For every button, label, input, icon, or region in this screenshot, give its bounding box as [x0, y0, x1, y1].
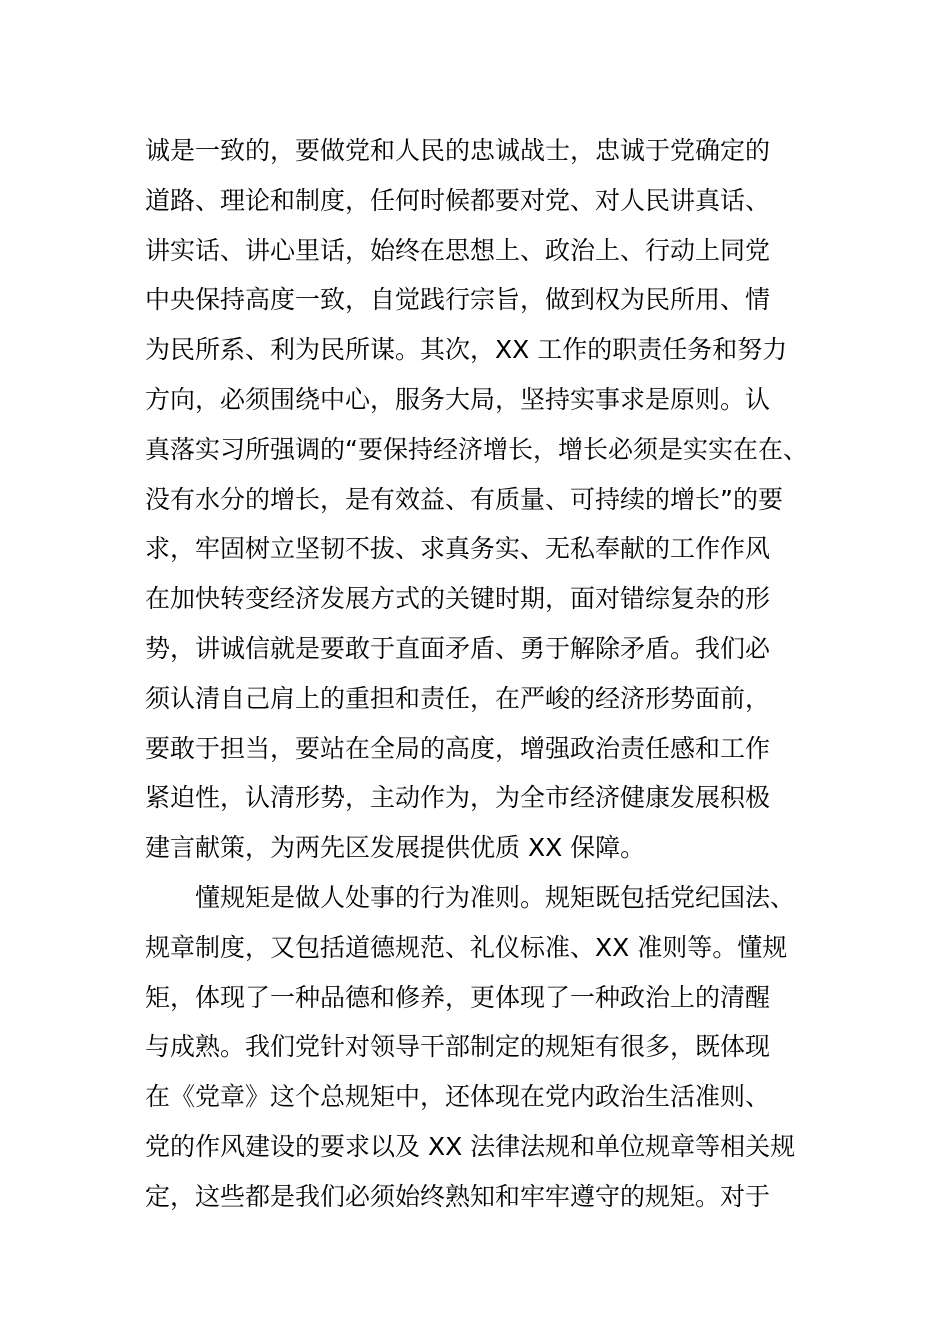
- text-line: 定，这些都是我们必须始终熟知和牢牢遵守的规矩。对于: [145, 1181, 771, 1211]
- body-text: [145, 126, 845, 1222]
- text-line: 为民所系、利为民所谋。其次，XX 工作的职责任务和努力: [145, 335, 788, 365]
- text-line: 与成熟。我们党针对领导干部制定的规矩有很多，既体现: [145, 1032, 771, 1062]
- text-line: 规章制度，又包括道德规范、礼仪标准、XX 准则等。懂规: [145, 932, 788, 962]
- text-line: 诚是一致的，要做党和人民的忠诚战士，忠诚于党确定的: [145, 136, 771, 165]
- text-line: 真落实习所强调的“要保持经济增长，增长必须是实实在在、: [145, 434, 808, 464]
- text-line: 紧迫性，认清形势，主动作为，为全市经济健康发展积极: [145, 783, 771, 813]
- text-line: 中央保持高度一致，自觉践行宗旨，做到权为民所用、情: [145, 285, 771, 315]
- text-line: 势，讲诚信就是要敢于直面矛盾、勇于解除矛盾。我们必: [145, 633, 771, 663]
- text-line: 矩，体现了一种品德和修养，更体现了一种政治上的清醒: [145, 982, 771, 1012]
- text-line: 道路、理论和制度，任何时候都要对党、对人民讲真话、: [145, 185, 771, 215]
- text-line: 求，牢固树立坚韧不拔、求真务实、无私奉献的工作作风: [145, 534, 771, 564]
- text-line: 在加快转变经济发展方式的关键时期，面对错综复杂的形: [145, 584, 771, 614]
- text-line: 方向，必须围绕中心，服务大局，坚持实事求是原则。认: [145, 384, 771, 414]
- text-line: 须认清自己肩上的重担和责任，在严峻的经济形势面前，: [145, 683, 771, 713]
- text-line: 党的作风建设的要求以及 XX 法律法规和单位规章等相关规: [145, 1131, 796, 1161]
- text-line: 建言献策，为两先区发展提供优质 XX 保障。: [145, 833, 646, 863]
- text-line: 没有水分的增长，是有效益、有质量、可持续的增长”的要: [145, 484, 783, 514]
- text-line: 讲实话、讲心里话，始终在思想上、政治上、行动上同党: [145, 235, 771, 265]
- paragraph-start-line: 懂规矩是做人处事的行为准则。规矩既包括党纪国法、: [195, 882, 796, 912]
- text-line: 要敢于担当，要站在全局的高度，增强政治责任感和工作: [145, 733, 771, 763]
- text-line: 在《党章》这个总规矩中，还体现在党内政治生活准则、: [145, 1082, 771, 1112]
